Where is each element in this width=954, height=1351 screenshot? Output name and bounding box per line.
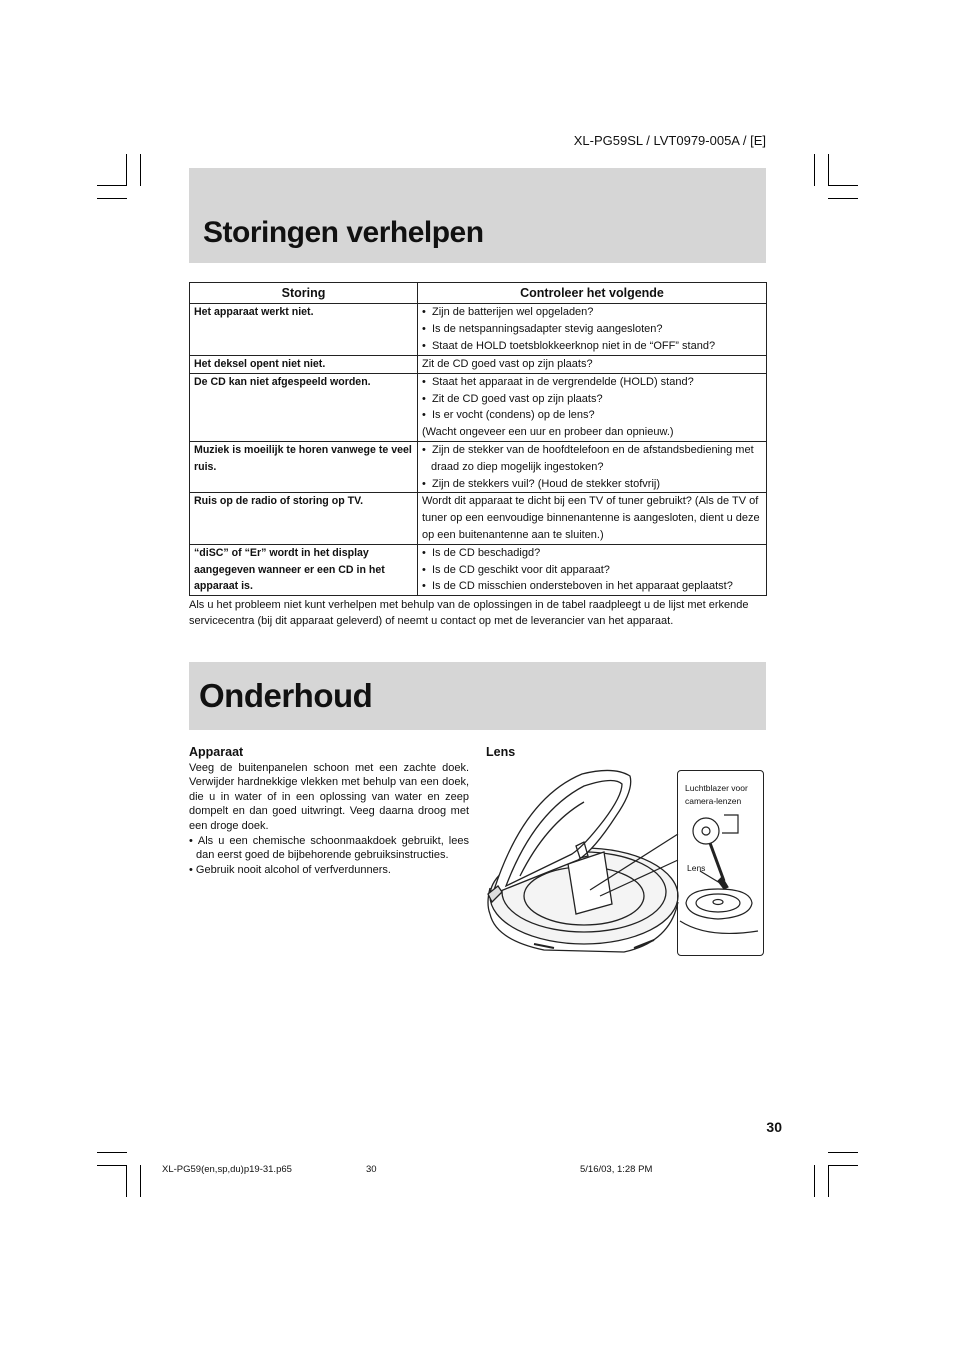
service-note: Als u het probleem niet kunt verhelpen met behulp van de oplossingen in de tabel raadpleegt u de lijst met erkende servicecentra (bij dit apparaat geleverd) of neemt u contact op met de leverancier van het apparaat. <box>189 599 749 627</box>
crop-mark <box>97 198 127 199</box>
crop-mark <box>814 154 815 186</box>
table-row <box>190 544 767 595</box>
footer-file: XL-PG59(en,sp,du)p19-31.p65 <box>162 1164 292 1175</box>
air-blower-icon <box>678 771 764 955</box>
symptom-cell: Muziek is moeilijk te horen vanwege te veel ruis. <box>190 441 418 492</box>
check-item: • Staat de HOLD toetsblokkeerknop niet in de “OFF” stand? <box>422 338 762 355</box>
check-item: • Is de netspanningsadapter stevig aangesloten? <box>422 321 762 338</box>
check-cell <box>418 373 767 441</box>
crop-mark <box>828 1152 858 1153</box>
crop-mark <box>126 1165 127 1197</box>
section-title-onderhoud: Onderhoud <box>199 677 373 714</box>
crop-mark <box>140 1165 141 1197</box>
footer-page: 30 <box>366 1164 377 1175</box>
check-item: • Zijn de stekker van de hoofdtelefoon en de afstandsbediening met draad zo diep mogelijk ingestoken? <box>422 442 762 476</box>
check-item: • Is de CD misschien ondersteboven in het apparaat geplaatst? <box>422 578 762 595</box>
crop-mark <box>140 154 141 186</box>
check-item: • Zit de CD goed vast op zijn plaats? <box>422 391 762 408</box>
crop-mark <box>97 1152 127 1153</box>
crop-mark <box>126 154 127 186</box>
crop-mark <box>828 1165 858 1166</box>
table-row <box>190 356 767 374</box>
symptom-cell: Het apparaat werkt niet. <box>190 304 418 356</box>
page-number: 30 <box>766 1119 782 1135</box>
lens-inset-box <box>677 770 764 956</box>
check-item: • Zijn de batterijen wel opgeladen? <box>422 304 762 321</box>
apparaat-bullet: • Als u een chemische schoonmaakdoek gebruikt, lees dan eerst goed de bijbehorende gebruiksinstructies. <box>189 834 469 863</box>
check-cell <box>418 544 767 595</box>
check-item: • Staat het apparaat in de vergrendelde (HOLD) stand? <box>422 374 762 391</box>
troubleshooting-table <box>189 282 767 596</box>
symptom-cell: Het deksel opent niet niet. <box>190 356 418 374</box>
check-item: • Is de CD beschadigd? <box>422 545 762 562</box>
check-item: • Zijn de stekkers vuil? (Houd de stekker stofvrij) <box>422 476 762 493</box>
crop-mark <box>814 1165 815 1197</box>
model-code: XL-PG59SL / LVT0979-005A / [E] <box>573 133 766 148</box>
apparaat-body: Veeg de buitenpanelen schoon met een zachte doek. Verwijder hardnekkige vlekken met behulp van een doek, die u in water of in een oplossing van water en zeep dompelt en dan goed uitwringt. Veeg daarna droog met een droge doek. <box>189 761 469 832</box>
check-item: • Is de CD geschikt voor dit apparaat? <box>422 562 762 579</box>
crop-mark <box>828 198 858 199</box>
check-item: Wordt dit apparaat te dicht bij een TV of tuner gebruikt? (Als de TV of tuner op een eenvoudige binnenantenne is aangesloten, dient u deze op een buitenantenne aan te sluiten.) <box>422 495 760 541</box>
blower-label-line-2: camera-lenzen <box>685 796 742 806</box>
column-header-storing: Storing <box>190 283 418 304</box>
section-banner-onderhoud <box>189 662 766 730</box>
check-cell <box>418 304 767 356</box>
symptom-cell: Ruis op de radio of storing op TV. <box>190 493 418 544</box>
column-header-controle: Controleer het volgende <box>418 283 767 304</box>
apparaat-heading: Apparaat <box>189 745 244 759</box>
symptom-cell: De CD kan niet afgespeeld worden. <box>190 373 418 441</box>
crop-mark <box>828 1165 829 1197</box>
check-item: • Is er vocht (condens) op de lens? <box>422 407 762 424</box>
apparaat-bullet: • Gebruik nooit alcohol of verfverdunners. <box>189 863 469 878</box>
footer-datetime: 5/16/03, 1:28 PM <box>580 1164 653 1175</box>
table-row <box>190 304 767 356</box>
symptom-cell: “diSC” of “Er” wordt in het display aangegeven wanneer er een CD in het apparaat is. <box>190 544 418 595</box>
check-cell <box>418 493 767 544</box>
callout-lines <box>580 820 680 900</box>
check-cell <box>418 441 767 492</box>
crop-mark <box>97 185 127 186</box>
check-cell <box>418 356 767 374</box>
lens-label: Lens <box>687 863 706 873</box>
section-title-storingen: Storingen verhelpen <box>203 216 484 249</box>
table-row <box>190 373 767 441</box>
check-item: (Wacht ongeveer een uur en probeer dan opnieuw.) <box>422 426 674 439</box>
section-banner-storingen <box>189 168 766 263</box>
crop-mark <box>828 154 829 186</box>
blower-label-line-1: Luchtblazer voor <box>685 783 748 793</box>
crop-mark <box>97 1165 127 1166</box>
crop-mark <box>828 185 858 186</box>
table-row <box>190 493 767 544</box>
table-header-row <box>190 283 767 304</box>
apparaat-section <box>189 745 469 877</box>
lens-heading: Lens <box>486 745 516 759</box>
table-row <box>190 441 767 492</box>
check-item: Zit de CD goed vast op zijn plaats? <box>422 358 593 370</box>
